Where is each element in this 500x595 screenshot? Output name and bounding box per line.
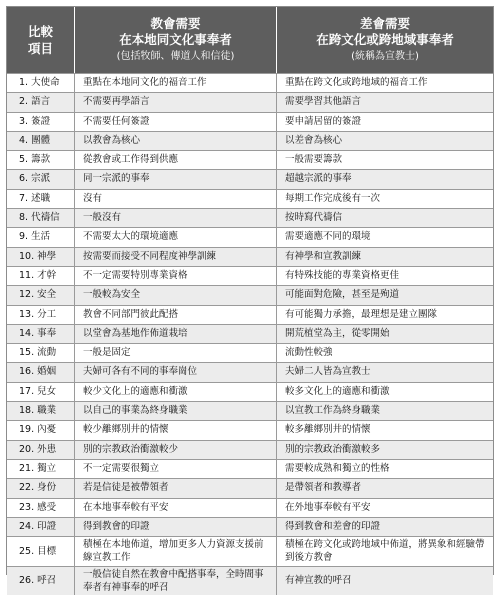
row-item-cell xyxy=(7,383,75,401)
table-row xyxy=(7,208,493,227)
row-church-cell-text: 夫婦可各有不同的事奉崗位 xyxy=(83,366,198,378)
row-mission-cell xyxy=(277,228,493,246)
row-church-cell-text: 以教會為核心 xyxy=(83,134,141,146)
header-church-title-line1: 教會需要 xyxy=(150,16,201,31)
row-item-cell xyxy=(7,499,75,517)
table-row xyxy=(7,92,493,111)
table-body xyxy=(7,73,493,595)
table-row xyxy=(7,189,493,208)
row-mission-cell xyxy=(277,363,493,381)
row-item-cell xyxy=(7,479,75,497)
row-mission-cell-text: 以宣教工作為終身職業 xyxy=(285,405,381,417)
row-mission-cell-text: 要申請居留的簽證 xyxy=(285,115,362,127)
row-church-cell-text: 以堂會為基地作佈道栽培 xyxy=(83,327,188,339)
row-item-cell-text: 9. 生活 xyxy=(19,231,51,243)
row-church-cell xyxy=(75,170,277,188)
row-church-cell-text: 較少文化上的適應和衝激 xyxy=(83,385,188,397)
row-item-cell-text: 12. 安全 xyxy=(19,289,57,301)
row-mission-cell xyxy=(277,441,493,459)
table-row xyxy=(7,382,493,401)
row-mission-cell xyxy=(277,325,493,343)
row-item-cell xyxy=(7,441,75,459)
row-item-cell-text: 3. 簽證 xyxy=(19,115,51,127)
row-item-cell-text: 24. 印證 xyxy=(19,520,57,532)
row-mission-cell-text: 需要學習其他語言 xyxy=(285,96,362,108)
row-item-cell-text: 22. 身份 xyxy=(19,482,57,494)
row-item-cell xyxy=(7,460,75,478)
row-mission-cell-text: 較多離鄉別井的情懷 xyxy=(285,424,371,436)
row-mission-cell xyxy=(277,209,493,227)
row-church-cell xyxy=(75,132,277,150)
row-item-cell-text: 17. 兒女 xyxy=(19,385,57,397)
row-mission-cell xyxy=(277,479,493,497)
row-church-cell-text: 沒有 xyxy=(83,192,103,204)
table-row xyxy=(7,73,493,92)
header-church-subtitle: (包括牧師、傳道人和信徒) xyxy=(116,51,235,62)
row-mission-cell-text: 需要適應不同的環境 xyxy=(285,231,371,243)
row-mission-cell-text: 有神宣教的呼召 xyxy=(285,575,352,587)
row-item-cell-text: 14. 事奉 xyxy=(19,327,57,339)
row-item-cell-text: 10. 神學 xyxy=(19,250,57,262)
row-item-cell xyxy=(7,267,75,285)
row-mission-cell-text: 是帶領者和教導者 xyxy=(285,482,362,494)
table-row xyxy=(7,343,493,362)
row-item-cell-text: 20. 外患 xyxy=(19,443,57,455)
row-mission-cell xyxy=(277,383,493,401)
table-row xyxy=(7,112,493,131)
header-mission-title-line1: 差會需要 xyxy=(359,16,410,31)
row-church-cell xyxy=(75,460,277,478)
table-row xyxy=(7,566,493,595)
row-mission-cell-text: 開荒植堂為主，從零開始 xyxy=(285,327,390,339)
row-mission-cell xyxy=(277,286,493,304)
row-item-cell xyxy=(7,537,75,566)
header-item-label: 比較項目 xyxy=(27,24,53,56)
row-church-cell-text: 別的宗教政治衝激較少 xyxy=(83,443,179,455)
row-mission-cell xyxy=(277,460,493,478)
row-church-cell-text: 按需要而接受不同程度神學訓練 xyxy=(83,250,217,262)
row-church-cell-text: 一般較為安全 xyxy=(83,289,141,301)
row-mission-cell xyxy=(277,518,493,536)
row-church-cell-text: 教會不同部門彼此配搭 xyxy=(83,308,179,320)
header-mission-title-line2: 在跨文化或跨地域事奉者 xyxy=(316,32,454,47)
row-item-cell xyxy=(7,74,75,92)
row-church-cell xyxy=(75,363,277,381)
row-mission-cell-text: 有神學和宣教訓練 xyxy=(285,250,362,262)
row-item-cell-text: 13. 分工 xyxy=(19,308,57,320)
row-item-cell-text: 18. 職業 xyxy=(19,405,57,417)
row-church-cell-text: 若是信徒是被帶領者 xyxy=(83,482,169,494)
row-church-cell xyxy=(75,113,277,131)
row-church-cell xyxy=(75,518,277,536)
table-row xyxy=(7,459,493,478)
row-church-cell-text: 一般是固定 xyxy=(83,347,131,359)
table-header xyxy=(7,7,493,73)
row-mission-cell-text: 按時寫代禱信 xyxy=(285,212,343,224)
table-row xyxy=(7,440,493,459)
row-mission-cell xyxy=(277,132,493,150)
row-mission-cell-text: 別的宗教政治衝激較多 xyxy=(285,443,381,455)
row-church-cell-text: 在本地事奉較有平安 xyxy=(83,501,169,513)
row-item-cell-text: 15. 流動 xyxy=(19,347,57,359)
row-mission-cell xyxy=(277,344,493,362)
row-item-cell-text: 2. 語言 xyxy=(19,96,51,108)
table-row xyxy=(7,131,493,150)
row-church-cell xyxy=(75,325,277,343)
row-item-cell xyxy=(7,190,75,208)
row-church-cell-text: 不需要再學語言 xyxy=(83,96,150,108)
row-mission-cell-text: 重點在跨文化或跨地域的福音工作 xyxy=(285,77,428,88)
row-item-cell-text: 21. 獨立 xyxy=(19,462,57,474)
table-row xyxy=(7,285,493,304)
row-item-cell xyxy=(7,228,75,246)
row-item-cell-text: 19. 內憂 xyxy=(19,424,57,436)
row-mission-cell xyxy=(277,499,493,517)
row-item-cell xyxy=(7,209,75,227)
header-mission-subtitle: (統稱為宣教士) xyxy=(351,51,419,62)
table-row xyxy=(7,420,493,439)
table-row xyxy=(7,305,493,324)
header-church-column xyxy=(75,7,277,73)
row-church-cell xyxy=(75,286,277,304)
table-row xyxy=(7,169,493,188)
row-mission-cell-text: 夫婦二人皆為宣教士 xyxy=(285,366,371,378)
row-mission-cell-text: 每期工作完成後有一次 xyxy=(285,192,381,204)
row-mission-cell-text: 在外地事奉較有平安 xyxy=(285,501,371,513)
row-mission-cell-text: 有特殊技能的專業資格更佳 xyxy=(285,269,400,281)
row-church-cell xyxy=(75,344,277,362)
row-mission-cell-text: 流動性較強 xyxy=(285,347,333,359)
row-item-cell-text: 1. 大使命 xyxy=(19,77,60,88)
row-church-cell-text: 同一宗派的事奉 xyxy=(83,173,150,185)
row-item-cell-text: 4. 團體 xyxy=(19,134,51,146)
row-item-cell xyxy=(7,286,75,304)
row-item-cell-text: 23. 感受 xyxy=(19,501,57,513)
row-church-cell xyxy=(75,151,277,169)
row-church-cell-text: 一般信徒自然在教會中配搭事奉，全時間事奉者有神事奉的呼召 xyxy=(83,568,264,593)
row-church-cell-text: 以自己的事業為終身職業 xyxy=(83,405,188,417)
table-row xyxy=(7,247,493,266)
header-item-column xyxy=(7,7,75,73)
row-mission-cell xyxy=(277,170,493,188)
row-item-cell xyxy=(7,113,75,131)
row-church-cell xyxy=(75,479,277,497)
row-mission-cell xyxy=(277,248,493,266)
row-church-cell-text: 一般沒有 xyxy=(83,212,122,224)
row-mission-cell-text: 可能面對危險，甚至是殉道 xyxy=(285,289,400,301)
row-mission-cell xyxy=(277,306,493,324)
row-item-cell xyxy=(7,248,75,266)
header-church-title-line2: 在本地同文化事奉者 xyxy=(119,32,232,47)
comparison-table xyxy=(6,6,494,593)
row-item-cell xyxy=(7,151,75,169)
row-mission-cell-text: 較多文化上的適應和衝激 xyxy=(285,385,390,397)
row-church-cell-text: 不一定需要很獨立 xyxy=(83,462,160,474)
row-church-cell-text: 較少離鄉別井的情懷 xyxy=(83,424,169,436)
row-church-cell xyxy=(75,190,277,208)
row-item-cell-text: 26. 呼召 xyxy=(19,575,57,587)
row-mission-cell xyxy=(277,267,493,285)
row-church-cell-text: 從教會或工作得到供應 xyxy=(83,154,179,166)
row-church-cell-text: 不需要任何簽證 xyxy=(83,115,150,127)
row-mission-cell-text: 以差會為核心 xyxy=(285,134,343,146)
row-mission-cell-text: 一般需要籌款 xyxy=(285,154,343,166)
row-church-cell xyxy=(75,93,277,111)
row-mission-cell xyxy=(277,113,493,131)
row-mission-cell xyxy=(277,74,493,92)
header-mission-column xyxy=(277,7,493,73)
row-church-cell xyxy=(75,74,277,92)
row-mission-cell-text: 積極在跨文化或跨地域中佈道，將異象和經驗帶到後方教會 xyxy=(285,539,485,564)
row-church-cell-text: 得到教會的印證 xyxy=(83,520,150,532)
row-church-cell xyxy=(75,499,277,517)
row-item-cell xyxy=(7,518,75,536)
table-row xyxy=(7,536,493,566)
row-church-cell-text: 不一定需要特別專業資格 xyxy=(83,269,188,281)
row-church-cell xyxy=(75,248,277,266)
row-item-cell xyxy=(7,421,75,439)
row-church-cell xyxy=(75,537,277,566)
row-item-cell xyxy=(7,170,75,188)
row-church-cell xyxy=(75,383,277,401)
row-item-cell-text: 6. 宗派 xyxy=(19,173,51,185)
row-church-cell xyxy=(75,402,277,420)
row-church-cell-text: 不需要太大的環境適應 xyxy=(83,231,179,243)
row-mission-cell xyxy=(277,190,493,208)
row-church-cell xyxy=(75,421,277,439)
table-row xyxy=(7,227,493,246)
row-item-cell xyxy=(7,402,75,420)
table-row xyxy=(7,401,493,420)
row-mission-cell xyxy=(277,402,493,420)
row-church-cell xyxy=(75,306,277,324)
table-row xyxy=(7,478,493,497)
row-mission-cell xyxy=(277,93,493,111)
row-mission-cell-text: 需要較成熟和獨立的性格 xyxy=(285,462,390,474)
row-item-cell xyxy=(7,93,75,111)
row-mission-cell-text: 超越宗派的事奉 xyxy=(285,173,352,185)
row-mission-cell xyxy=(277,151,493,169)
row-item-cell xyxy=(7,325,75,343)
row-mission-cell-text: 得到教會和差會的印證 xyxy=(285,520,381,532)
row-item-cell-text: 5. 籌款 xyxy=(19,154,51,166)
table-row xyxy=(7,150,493,169)
row-mission-cell-text: 有可能獨力承擔，最理想是建立團隊 xyxy=(285,308,438,320)
row-item-cell-text: 11. 才幹 xyxy=(19,269,57,281)
table-row xyxy=(7,517,493,536)
table-row xyxy=(7,498,493,517)
row-item-cell-text: 25. 目標 xyxy=(19,545,57,557)
row-church-cell xyxy=(75,267,277,285)
row-church-cell-text: 積極在本地佈道，增加更多人力資源支援前線宣教工作 xyxy=(83,539,264,564)
row-item-cell xyxy=(7,344,75,362)
row-church-cell xyxy=(75,441,277,459)
table-row xyxy=(7,324,493,343)
row-mission-cell xyxy=(277,421,493,439)
row-item-cell-text: 7. 述職 xyxy=(19,192,51,204)
table-row xyxy=(7,362,493,381)
row-item-cell xyxy=(7,132,75,150)
row-item-cell xyxy=(7,306,75,324)
row-church-cell xyxy=(75,209,277,227)
row-item-cell-text: 8. 代禱信 xyxy=(19,212,60,224)
row-church-cell-text: 重點在本地同文化的福音工作 xyxy=(83,77,207,88)
row-mission-cell xyxy=(277,537,493,566)
table-row xyxy=(7,266,493,285)
row-item-cell xyxy=(7,363,75,381)
row-church-cell xyxy=(75,228,277,246)
row-item-cell-text: 16. 婚姻 xyxy=(19,366,57,378)
